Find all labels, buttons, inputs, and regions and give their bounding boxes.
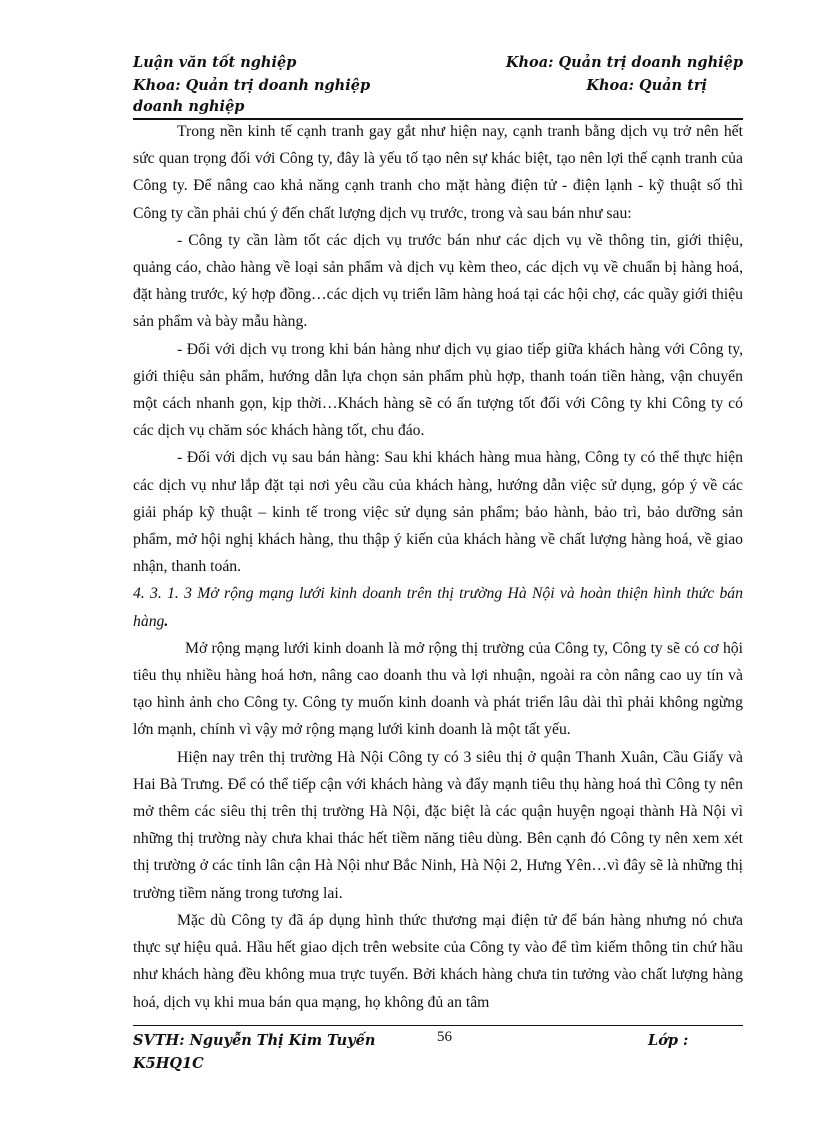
header-faculty-label-3: Khoa: Quản trị: [586, 77, 707, 94]
header-line-2: [133, 76, 743, 96]
footer-divider: [133, 1025, 743, 1026]
paragraph: Trong nền kinh tế cạnh tranh gay gắt như hiện nay, cạnh tranh bằng dịch vụ trở nên hết sức quan trọng đối với Công ty, đây là yếu tố tạo nên sự khác biệt, tạo nên lợi thế cạnh tranh của Công ty. Để nâng cao khả năng cạnh tranh cho mặt hàng điện tử - điện lạnh - kỹ thuật số thì Công ty cần phải chú ý đến chất lượng dịch vụ trước, trong và sau bán như sau:: [133, 123, 743, 222]
footer-class-label: Lớp :: [648, 1032, 689, 1049]
paragraph: Mở rộng mạng lưới kinh doanh là mở rộng thị trường của Công ty, Công ty sẽ có cơ hội tiêu thụ nhiều hàng hoá hơn, nâng cao doanh thu và lợi nhuận, ngoài ra còn nâng cao uy tín và tạo hình ảnh cho Công ty. Công ty muốn kinh doanh và phát triển lâu dài thì phải không ngừng lớn mạnh, chính vì vậy mở rộng mạng lưới kinh doanh là một tất yếu.: [133, 639, 743, 739]
footer-student-name: SVTH: Nguyễn Thị Kim Tuyến: [133, 1032, 376, 1049]
paragraph: Mặc dù Công ty đã áp dụng hình thức thương mại điện tử để bán hàng nhưng nó chưa thực sự hiệu quả. Hầu hết giao dịch trên website của Công ty vào để tìm kiếm thông tin chứ hầu như khách hàng đều không mua trực tuyến. Bởi khách hàng chưa tin tưởng vào chất lượng hàng hoá, dịch vụ khi mua bán qua mạng, họ không đủ an tâm: [133, 911, 743, 1011]
paragraph: - Công ty cần làm tốt các dịch vụ trước bán như các dịch vụ về thông tin, giới thiệu, quảng cáo, chào hàng về loại sản phẩm và dịch vụ kèm theo, các dịch vụ về chuẩn bị hàng hoá, đặt hàng trước, ký hợp đồng…các dịch vụ triển lãm hàng hoá tại các hội chợ, các quầy giới thiệu sản phẩm và bày mẫu hàng.: [133, 231, 743, 331]
header-faculty-label-cont: doanh nghiệp: [133, 98, 245, 115]
document-body: [133, 118, 743, 1016]
header-faculty-label-2: Khoa: Quản trị doanh nghiệp: [133, 77, 371, 94]
section-heading-text: 4. 3. 1. 3 Mở rộng mạng lưới kinh doanh trên thị trường Hà Nội và hoàn thiện hình thức bán hàng: [133, 585, 743, 630]
paragraph: - Đối với dịch vụ trong khi bán hàng như dịch vụ giao tiếp giữa khách hàng với Công ty, giới thiệu sản phẩm, hướng dẫn lựa chọn sản phẩm phù hợp, thanh toán tiền hàng, vận chuyển một cách nhanh gọn, kịp thời…Khách hàng sẽ có ấn tượng tốt đối với Công ty khi Công ty có các dịch vụ chăm sóc khách hàng tốt, chu đáo.: [133, 340, 743, 440]
paragraph: - Đối với dịch vụ sau bán hàng: Sau khi khách hàng mua hàng, Công ty có thể thực hiện các dịch vụ như lắp đặt tại nơi yêu cầu của khách hàng, hướng dẫn việc sử dụng, góp ý về các giải pháp kỹ thuật – kinh tế trong việc sử dụng sản phẩm; bảo hành, bảo trì, bảo dưỡng sản phẩm, mở hội nghị khách hàng, thu thập ý kiến của khách hàng về chất lượng hàng hoá, về giao nhận, thanh toán.: [133, 449, 743, 576]
header-thesis-label: Luận văn tốt nghiệp: [133, 54, 297, 71]
header-line-3: [133, 97, 743, 117]
footer-class-code: K5HQ1C: [133, 1055, 204, 1072]
section-heading: [133, 580, 743, 634]
header-faculty-label: Khoa: Quản trị doanh nghiệp: [505, 54, 743, 71]
header-line-1: [133, 53, 743, 73]
paragraph: Hiện nay trên thị trường Hà Nội Công ty có 3 siêu thị ở quận Thanh Xuân, Cầu Giấy và Hai Bà Trưng. Để có thể tiếp cận với khách hàng và đẩy mạnh tiêu thụ hàng hoá thì Công ty nên mở thêm các siêu thị trên thị trường Hà Nội, đặc biệt là các quận huyện ngoại thành Hà Nội vì những thị trường này chưa khai thác hết tiềm năng tiêu dùng. Bên cạnh đó Công ty nên xem xét thị trường ở các tỉnh lân cận Hà Nội như Bắc Ninh, Hà Nội 2, Hưng Yên…vì đây sẽ là những thị trường tiềm năng trong tương lai.: [133, 748, 743, 902]
page-number: 56: [437, 1029, 452, 1045]
section-heading-period: .: [164, 612, 169, 630]
